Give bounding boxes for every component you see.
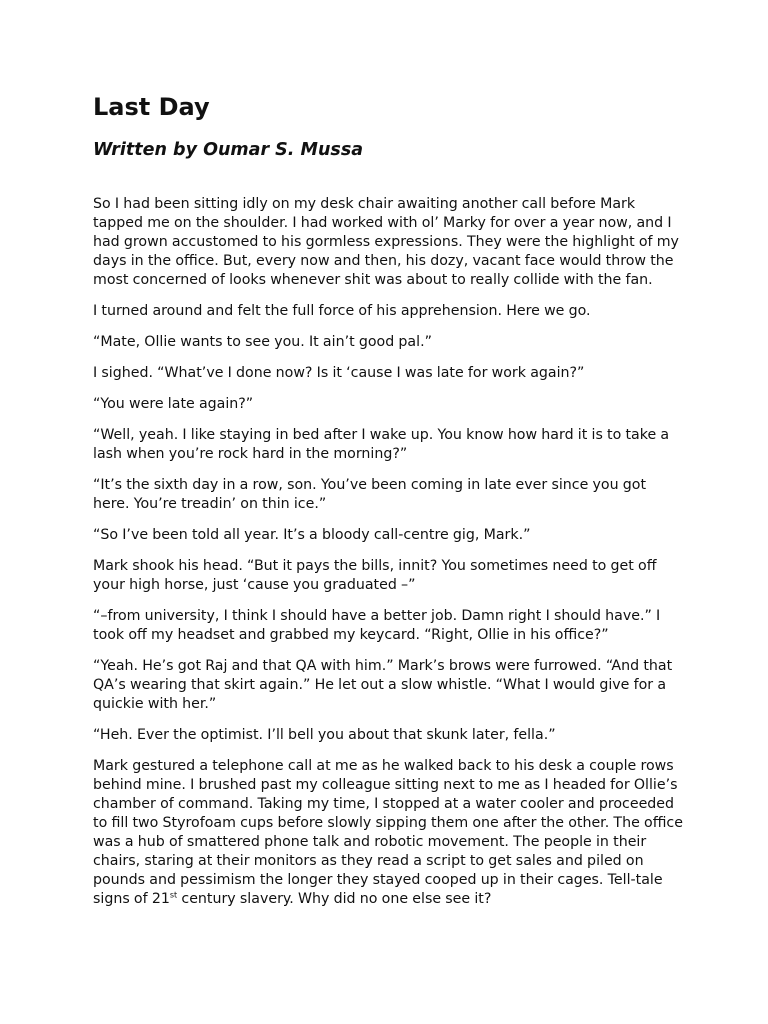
paragraph-text: Mark gestured a telephone call at me as he walked back to his desk a couple rows behind mine. I brushed past my colleague sitting next to me as I headed for Ollie’s chamber of command. Taking my time, I stopped at a water cooler and proceeded to fill two Styrofoam cups before slowly sipping them one after the other. The office was a hub of smattered phone talk and robotic movement. The people in their chairs, staring at their monitors as they read a script to get sales and piled on pounds and pessimism the longer they stayed cooped up in their cages. Tell-tale signs of 21 bbox=[93, 758, 683, 907]
paragraph: “Mate, Ollie wants to see you. It ain’t good pal.” bbox=[93, 334, 432, 350]
paragraph: “You were late again?” bbox=[93, 396, 254, 412]
paragraph: “Heh. Ever the optimist. I’ll bell you about that skunk later, fella.” bbox=[93, 727, 556, 743]
paragraph: “–from university, I think I should have a better job. Damn right I should have.” I took off my headset and grabbed my keycard. “Right, Ollie in his office?” bbox=[93, 608, 661, 643]
author-byline: Written by Oumar S. Mussa bbox=[93, 140, 364, 160]
paragraph: “Yeah. He’s got Raj and that QA with him.” Mark’s brows were furrowed. “And that QA’s wearing that skirt again.” He let out a slow whistle. “What I would give for a quickie with her.” bbox=[93, 658, 673, 712]
ordinal-superscript: st bbox=[169, 890, 178, 900]
paragraph: I turned around and felt the full force of his apprehension. Here we go. bbox=[93, 303, 591, 319]
last-paragraph bbox=[93, 757, 683, 909]
paragraph: So I had been sitting idly on my desk chair awaiting another call before Mark tapped me on the shoulder. I had worked with ol’ Marky for over a year now, and I had grown accustomed to his gormless expressions. They were the highlight of my days in the office. But, every now and then, his dozy, vacant face would throw the most concerned of looks whenever shit was about to really collide with the fan. bbox=[93, 196, 679, 288]
story-body bbox=[93, 195, 683, 909]
paragraph: “So I’ve been told all year. It’s a bloody call-centre gig, Mark.” bbox=[93, 527, 531, 543]
paragraph: Mark shook his head. “But it pays the bills, innit? You sometimes need to get off your high horse, just ‘cause you graduated –” bbox=[93, 558, 657, 593]
document-page bbox=[93, 88, 683, 921]
document-title: Last Day bbox=[93, 93, 210, 121]
paragraph-text: century slavery. Why did no one else see it? bbox=[177, 891, 492, 907]
paragraph: “Well, yeah. I like staying in bed after I wake up. You know how hard it is to take a lash when you’re rock hard in the morning?” bbox=[93, 427, 670, 462]
paragraph: “It’s the sixth day in a row, son. You’ve been coming in late ever since you got here. You’re treadin’ on thin ice.” bbox=[93, 477, 647, 512]
paragraph: I sighed. “What’ve I done now? Is it ‘cause I was late for work again?” bbox=[93, 365, 585, 381]
